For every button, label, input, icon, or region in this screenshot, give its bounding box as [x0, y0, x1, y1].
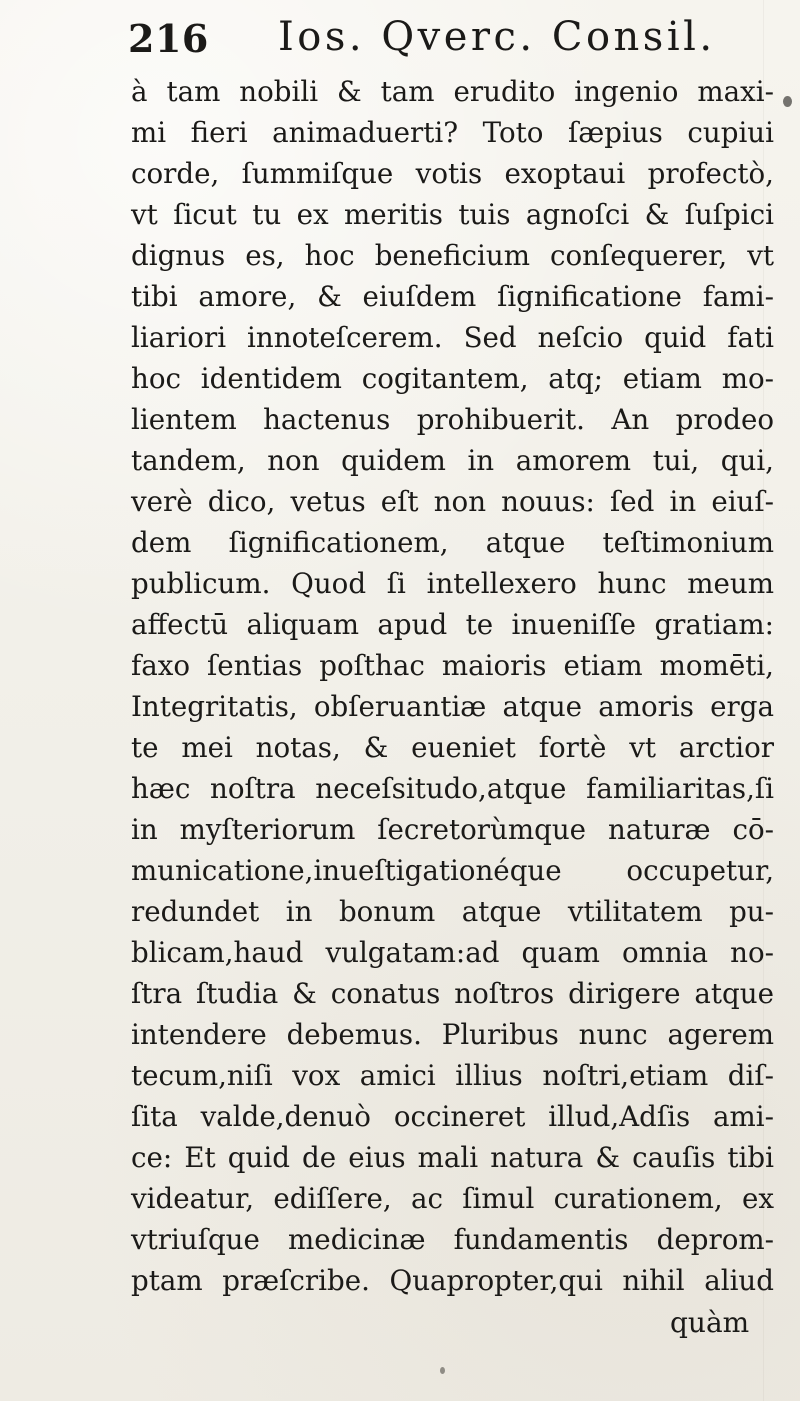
- text-line: blicam,haud vulgatam:ad quam omnia no-: [131, 936, 774, 969]
- text-line: hæc noſtra neceſsitudo,atque familiaritas,ſi: [131, 772, 774, 805]
- text-line: municatione,inueſtigationéque occupetur,: [131, 854, 774, 887]
- text-line: verè dico, vetus eſt non nouus: ſed in eiuſ-: [131, 485, 774, 518]
- text-line: Integritatis, obſeruantiæ atque amoris erga: [131, 690, 774, 723]
- ink-speck: [440, 1367, 445, 1374]
- text-line: dignus es, hoc beneficium conſequerer, vt: [131, 239, 774, 272]
- text-line: ſita valde,denuò occineret illud,Adſis ami-: [131, 1100, 774, 1133]
- text-line: ptam præſcribe. Quapropter,qui nihil aliud: [131, 1264, 774, 1297]
- page-header: [128, 14, 760, 66]
- text-line: tecum,niſi vox amici illius noſtri,etiam diſ-: [131, 1059, 774, 1092]
- text-line: liariori innoteſcerem. Sed neſcio quid fati: [131, 321, 774, 354]
- text-line: faxo ſentias poſthac maioris etiam momēti,: [131, 649, 774, 682]
- text-line: tandem, non quidem in amorem tui, qui,: [131, 444, 774, 477]
- text-line: te mei notas, & eueniet fortè vt arctior: [131, 731, 774, 764]
- text-line: corde, ſummiſque votis exoptaui profectò,: [131, 157, 774, 190]
- text-line: videatur, ediſſere, ac ſimul curationem, ex: [131, 1182, 774, 1215]
- text-line: mi fieri animaduerti? Toto ſæpius cupiui: [131, 116, 774, 149]
- text-line: ſtra ſtudia & conatus noſtros dirigere atque: [131, 977, 774, 1010]
- text-line: tibi amore, & eiuſdem ſignificatione fami-: [131, 280, 774, 313]
- ink-spot: [783, 96, 792, 107]
- text-line: hoc identidem cogitantem, atq; etiam mo-: [131, 362, 774, 395]
- text-line: intendere debemus. Pluribus nunc agerem: [131, 1018, 774, 1051]
- text-line: in myſteriorum ſecretorùmque naturæ cō-: [131, 813, 774, 846]
- text-line: affectū aliquam apud te inueniſſe gratiam:: [131, 608, 774, 641]
- text-line: vt ſicut tu ex meritis tuis agnoſci & ſuſpici: [131, 198, 774, 231]
- text-line: redundet in bonum atque vtilitatem pu-: [131, 895, 774, 928]
- text-line: publicum. Quod ſi intellexero hunc meum: [131, 567, 774, 600]
- text-line: vtriuſque medicinæ fundamentis deprom-: [131, 1223, 774, 1256]
- catchword: quàm: [670, 1306, 750, 1339]
- text-line: à tam nobili & tam erudito ingenio maxi-: [131, 75, 774, 108]
- page-number: 216: [128, 16, 209, 61]
- text-line: ce: Et quid de eius mali natura & cauſis tibi: [131, 1141, 774, 1174]
- running-head: Ios. Qverc. Consil.: [278, 14, 716, 60]
- text-line: dem ſignificationem, atque teſtimonium: [131, 526, 774, 559]
- text-line: lientem hactenus prohibuerit. An prodeo: [131, 403, 774, 436]
